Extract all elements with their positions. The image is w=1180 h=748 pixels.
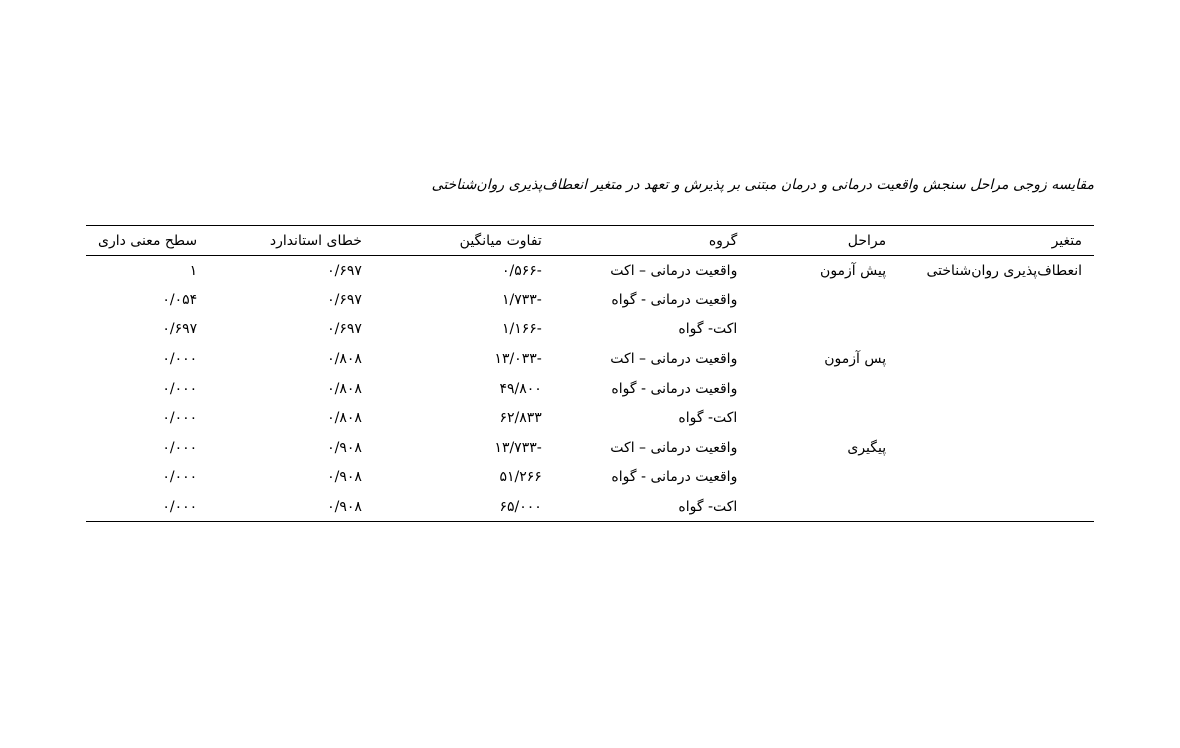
cell-standard-error: ۰/۸۰۸: [327, 351, 362, 368]
cell-significance: ۰/۶۹۷: [162, 321, 198, 338]
cell-significance: ۰/۰۰۰: [162, 410, 198, 427]
cell-variable: [898, 492, 1094, 522]
table-row: [86, 433, 1094, 463]
cell-group: اکت- گواه: [554, 492, 750, 522]
cell-standard-error: ۰/۸۰۸: [327, 410, 362, 427]
cell-group: اکت- گواه: [678, 410, 738, 427]
cell-mean-difference: -۱/۷۳۳: [501, 291, 542, 308]
header-significance: سطح معنی داری: [86, 226, 209, 256]
table-row: [86, 315, 1094, 345]
header-stage: مراحل: [749, 226, 898, 256]
cell-group: واقعیت درمانی - گواه: [611, 469, 738, 486]
cell-mean-difference: ۴۹/۸۰۰: [499, 380, 542, 397]
cell-stage: [749, 463, 898, 493]
table-row: [86, 403, 1094, 433]
cell-variable: انعطاف‌پذیری روان‌شناختی: [926, 262, 1082, 279]
cell-stage: پیگیری: [847, 439, 887, 456]
cell-mean-difference: ۶۵/۰۰۰: [374, 492, 554, 522]
cell-significance: ۰/۰۰۰: [162, 351, 198, 368]
cell-standard-error: ۰/۹۰۸: [209, 492, 374, 522]
table-header-row: [86, 226, 1094, 256]
cell-group: واقعیت درمانی – اکت: [610, 439, 738, 456]
cell-variable: [898, 463, 1094, 493]
cell-standard-error: ۰/۹۰۸: [327, 469, 362, 486]
cell-group: واقعیت درمانی – اکت: [610, 262, 738, 279]
cell-stage: [749, 374, 898, 404]
cell-mean-difference: -۱۳/۰۳۳: [494, 351, 542, 368]
cell-variable: [898, 344, 1094, 374]
cell-mean-difference: -۱/۱۶۶: [501, 321, 542, 338]
cell-standard-error: ۰/۹۰۸: [327, 439, 362, 456]
cell-significance: ۰/۰۰۰: [162, 469, 198, 486]
header-standard-error: خطای استاندارد: [209, 226, 374, 256]
cell-group: واقعیت درمانی - گواه: [611, 291, 738, 308]
cell-standard-error: ۰/۶۹۷: [327, 321, 362, 338]
header-group: گروه: [554, 226, 750, 256]
cell-mean-difference: ۶۲/۸۳۳: [499, 410, 542, 427]
cell-standard-error: ۰/۶۹۷: [327, 291, 362, 308]
table-caption: مقایسه زوجی مراحل سنجش واقعیت درمانی و درمان مبتنی بر پذیرش و تعهد در متغیر انعطاف‌پذیری روان‌شناختی: [431, 177, 1094, 193]
table-row: [86, 256, 1094, 286]
cell-stage: [749, 285, 898, 315]
cell-significance: ۰/۰۵۴: [162, 291, 198, 308]
table-row: [86, 463, 1094, 493]
cell-mean-difference: -۰/۵۶۶: [501, 262, 542, 279]
cell-stage: [749, 492, 898, 522]
cell-group: واقعیت درمانی – اکت: [610, 351, 738, 368]
table-row: [86, 344, 1094, 374]
cell-variable: [898, 403, 1094, 433]
cell-variable: [898, 285, 1094, 315]
cell-mean-difference: -۱۳/۷۳۳: [494, 439, 542, 456]
table-row: [86, 285, 1094, 315]
cell-stage: پیش آزمون: [820, 262, 887, 279]
cell-variable: [898, 374, 1094, 404]
cell-group: واقعیت درمانی - گواه: [611, 380, 738, 397]
cell-significance: ۰/۰۰۰: [86, 492, 209, 522]
cell-standard-error: ۰/۶۹۷: [327, 262, 362, 279]
cell-group: اکت- گواه: [678, 321, 738, 338]
cell-standard-error: ۰/۸۰۸: [327, 380, 362, 397]
cell-stage: [749, 315, 898, 345]
cell-significance: ۰/۰۰۰: [162, 380, 198, 397]
table-row: [86, 492, 1094, 522]
cell-stage: پس آزمون: [824, 351, 887, 368]
cell-variable: [898, 315, 1094, 345]
header-variable: متغیر: [898, 226, 1094, 256]
cell-significance: ۱: [189, 262, 198, 279]
cell-stage: [749, 403, 898, 433]
header-mean-difference: تفاوت میانگین: [374, 226, 554, 256]
table-row: [86, 374, 1094, 404]
cell-variable: [898, 433, 1094, 463]
cell-significance: ۰/۰۰۰: [162, 439, 198, 456]
pairwise-comparison-table: [86, 225, 1094, 522]
cell-mean-difference: ۵۱/۲۶۶: [499, 469, 542, 486]
